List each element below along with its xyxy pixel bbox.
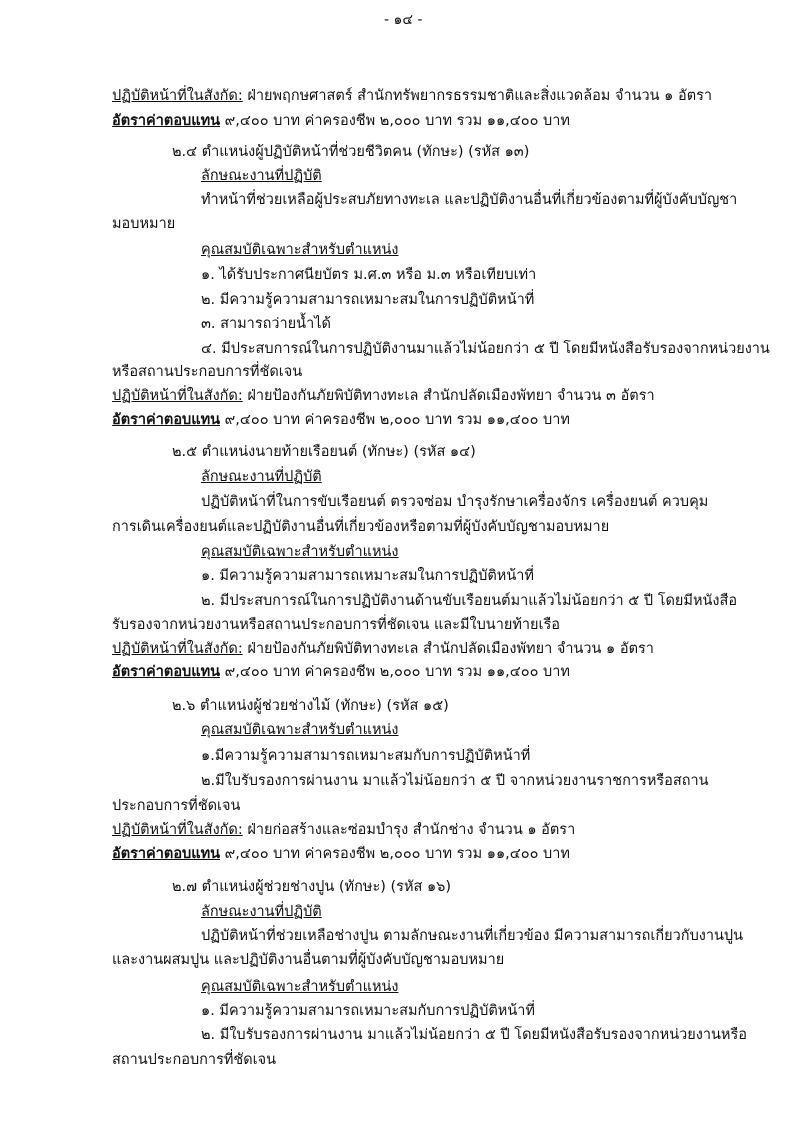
unit-text: ฝ่ายก่อสร้างและซ่อมบำรุง สำนักช่าง จำนวน ๑ อัตรา: [242, 822, 576, 838]
section-2-4-heading: ๒.๔ ตำแหน่งผู้ปฏิบัติหน้าที่ช่วยชีวิตคน (ทักษะ) (รหัส ๑๓): [172, 144, 530, 160]
pay-text: ๙,๔๐๐ บาท ค่าครองชีพ ๒,๐๐๐ บาท รวม ๑๑,๔๐๐ บาท: [220, 412, 570, 428]
qualification-title: คุณสมบัติเฉพาะสำหรับตำแหน่ง: [201, 979, 399, 995]
qualification-item-cont: ประกอบการที่ชัดเจน: [112, 798, 241, 814]
pay-text: ๙,๔๐๐ บาท ค่าครองชีพ ๒,๐๐๐ บาท รวม ๑๑,๔๐๐ บาท: [220, 113, 570, 129]
qualification-item-cont: สถานประกอบการที่ชัดเจน: [112, 1052, 277, 1068]
pay-line: [112, 844, 570, 864]
pay-label: อัตราค่าตอบแทน: [112, 664, 221, 680]
qualification-item: ๑. มีความรู้ความสามารถเหมาะสมในการปฏิบัติหน้าที่: [201, 568, 534, 584]
section-2-7-heading: ๒.๗ ตำแหน่งผู้ช่วยช่างปูน (ทักษะ) (รหัส ๑๖): [172, 879, 452, 895]
unit-line: [112, 386, 655, 406]
pay-label: อัตราค่าตอบแทน: [112, 846, 221, 862]
duty-line: และงานผสมปูน และปฏิบัติงานอื่นตามที่ผู้บังคับบัญชามอบหมาย: [112, 952, 505, 968]
qualification-item: ๒. มีประสบการณ์ในการปฏิบัติงานด้านขับเรือยนต์มาแล้วไม่น้อยกว่า ๕ ปี โดยมีหนังสือ: [201, 593, 738, 609]
qualification-item: ๓. สามารถว่ายน้ำได้: [201, 316, 331, 332]
duty-title: ลักษณะงานที่ปฏิบัติ: [201, 168, 322, 184]
qualification-title: คุณสมบัติเฉพาะสำหรับตำแหน่ง: [201, 722, 399, 738]
qualification-item: ๑. มีความรู้ความสามารถเหมาะสมกับการปฏิบัติหน้าที่: [201, 1003, 535, 1019]
pay-line: [112, 662, 570, 682]
duty-line: มอบหมาย: [112, 216, 176, 232]
unit-label: ปฏิบัติหน้าที่ในสังกัด:: [112, 822, 243, 838]
pay-text: ๙,๔๐๐ บาท ค่าครองชีพ ๒,๐๐๐ บาท รวม ๑๑,๔๐๐ บาท: [220, 846, 570, 862]
qualification-item: ๒. มีความรู้ความสามารถเหมาะสมในการปฏิบัติหน้าที่: [201, 292, 535, 308]
qualification-item: ๔. มีประสบการณ์ในการปฏิบัติงานมาแล้วไม่น้อยกว่า ๕ ปี โดยมีหนังสือรับรองจากหน่วยงาน: [201, 341, 770, 357]
qualification-item-cont: รับรองจากหน่วยงานหรือสถานประกอบการที่ชัดเจน และมีใบนายท้ายเรือ: [112, 617, 560, 633]
duty-line: การเดินเครื่องยนต์และปฏิบัติงานอื่นที่เกี่ยวข้องหรือตามที่ผู้บังคับบัญชามอบหมาย: [112, 519, 610, 535]
unit-text: ฝ่ายป้องกันภัยพิบัติทางทะเล สำนักปลัดเมืองพัทยา จำนวน ๓ อัตรา: [242, 388, 655, 404]
pay-label: อัตราค่าตอบแทน: [112, 113, 221, 129]
intro-pay-line: [112, 111, 570, 131]
intro-unit-line: [112, 86, 712, 106]
section-2-5-heading: ๒.๕ ตำแหน่งนายท้ายเรือยนต์ (ทักษะ) (รหัส ๑๔): [172, 444, 476, 460]
unit-line: [112, 639, 654, 659]
unit-label: ปฏิบัติหน้าที่ในสังกัด:: [112, 88, 243, 104]
qualification-item-cont: หรือสถานประกอบการที่ชัดเจน: [112, 364, 303, 380]
section-2-6-heading: ๒.๖ ตำแหน่งผู้ช่วยช่างไม้ (ทักษะ) (รหัส ๑๕): [172, 698, 449, 714]
duty-line: ปฏิบัติหน้าที่ในการขับเรือยนต์ ตรวจซ่อม บำรุงรักษาเครื่องจักร เครื่องยนต์ ควบคุม: [201, 494, 709, 510]
pay-label: อัตราค่าตอบแทน: [112, 412, 221, 428]
unit-text: ฝ่ายพฤกษศาสตร์ สำนักทรัพยากรธรรมชาติและสิ่งแวดล้อม จำนวน ๑ อัตรา: [242, 88, 713, 104]
qualification-title: คุณสมบัติเฉพาะสำหรับตำแหน่ง: [201, 242, 399, 258]
unit-label: ปฏิบัติหน้าที่ในสังกัด:: [112, 641, 243, 657]
qualification-item: ๑.มีความรู้ความสามารถเหมาะสมกับการปฏิบัติหน้าที่: [201, 748, 531, 764]
unit-text: ฝ่ายป้องกันภัยพิบัติทางทะเล สำนักปลัดเมืองพัทยา จำนวน ๑ อัตรา: [242, 641, 654, 657]
qualification-item: ๒.มีใบรับรองการผ่านงาน มาแล้วไม่น้อยกว่า ๕ ปี จากหน่วยงานราชการหรือสถาน: [201, 773, 709, 789]
unit-label: ปฏิบัติหน้าที่ในสังกัด:: [112, 388, 243, 404]
duty-title: ลักษณะงานที่ปฏิบัติ: [201, 904, 322, 920]
pay-text: ๙,๔๐๐ บาท ค่าครองชีพ ๒,๐๐๐ บาท รวม ๑๑,๔๐๐ บาท: [220, 664, 570, 680]
page-number: - ๑๔ -: [384, 12, 423, 28]
unit-line: [112, 820, 575, 840]
duty-line: ปฏิบัติหน้าที่ช่วยเหลือช่างปูน ตามลักษณะงานที่เกี่ยวข้อง มีความสามารถเกี่ยวกับงานปูน: [201, 928, 744, 944]
qualification-title: คุณสมบัติเฉพาะสำหรับตำแหน่ง: [201, 544, 399, 560]
pay-line: [112, 410, 570, 430]
duty-line: ทำหน้าที่ช่วยเหลือผู้ประสบภัยทางทะเล และปฏิบัติงานอื่นที่เกี่ยวข้องตามที่ผู้บังคับบัญชา: [201, 192, 738, 208]
qualification-item: ๒. มีใบรับรองการผ่านงาน มาแล้วไม่น้อยกว่า ๕ ปี โดยมีหนังสือรับรองจากหน่วยงานหรือ: [201, 1027, 747, 1043]
qualification-item: ๑. ได้รับประกาศนียบัตร ม.ศ.๓ หรือ ม.๓ หรือเทียบเท่า: [201, 267, 537, 283]
duty-title: ลักษณะงานที่ปฏิบัติ: [201, 469, 322, 485]
